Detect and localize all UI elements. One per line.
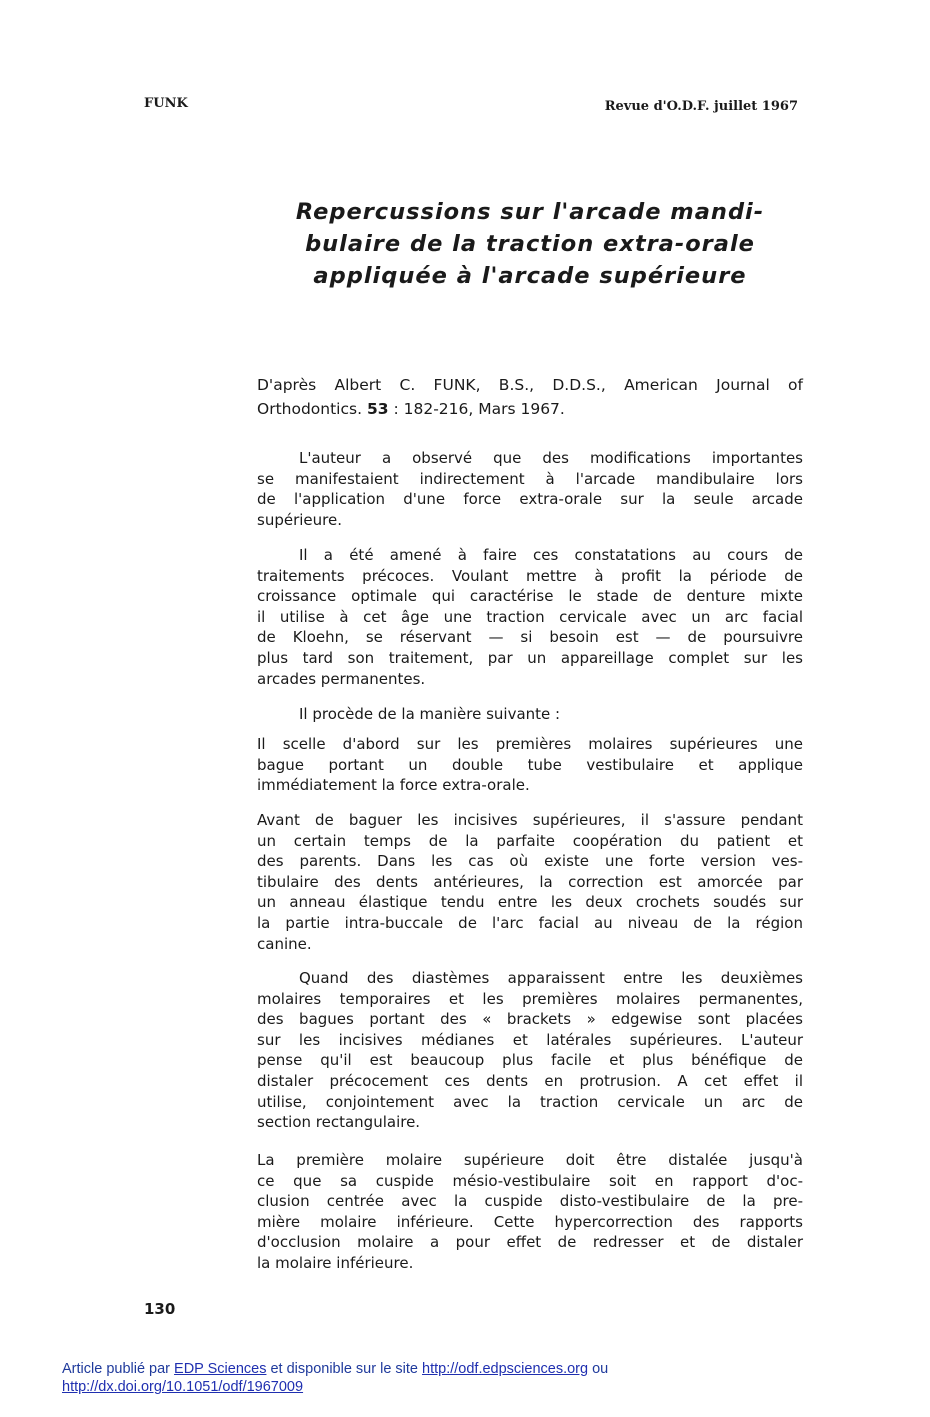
footer-text: ou [588, 1361, 609, 1377]
title-line: Repercussions sur l'arcade mandi- [295, 199, 765, 225]
paragraph-line: utilise, conjointement avec la traction cervicale un arc de [257, 1092, 803, 1111]
paragraph-line: des bagues portant des « brackets » edgewise sont placées [257, 1010, 803, 1029]
paragraph-line: bague portant un double tube vestibulaire et applique [257, 755, 803, 774]
paragraph-line: distaler précocement ces dents en protrusion. A cet effet il [257, 1071, 803, 1090]
paragraph-line: Quand des diastèmes apparaissent entre les deuxièmes [299, 969, 803, 987]
paragraph [257, 704, 803, 725]
paragraph-line: supérieure. [257, 510, 342, 529]
footer-line [62, 1378, 922, 1396]
reference-line [257, 397, 803, 421]
paragraph-line: des parents. Dans les cas où existe une forte version ves- [257, 852, 803, 871]
paragraph [257, 448, 803, 530]
paragraph-line: un anneau élastique tendu entre les deux crochets soudés sur [257, 893, 803, 912]
paragraph-line: Il a été amené à faire ces constatations au cours de [299, 546, 803, 564]
edp-sciences-link[interactable]: EDP Sciences [174, 1361, 267, 1377]
footer-text: Article publié par [62, 1361, 175, 1377]
running-header-author: FUNK [144, 96, 188, 111]
publisher-footer [62, 1360, 922, 1396]
paragraph-line: La première molaire supérieure doit être distalée jusqu'à [257, 1151, 803, 1169]
paragraph-line: la molaire inférieure. [257, 1253, 414, 1272]
doi-link[interactable]: http://dx.doi.org/10.1051/odf/1967009 [62, 1379, 304, 1395]
paragraph-line: molaires temporaires et les premières molaires permanentes, [257, 989, 803, 1008]
paragraph-line: se manifestaient indirectement à l'arcade mandibulaire lors [257, 469, 803, 488]
reference-volume: 53 [366, 400, 389, 418]
reference-line: D'après Albert C. FUNK, B.S., D.D.S., American Journal of [257, 376, 803, 394]
paragraph-line: mière molaire inférieure. Cette hypercorrection des rapports [257, 1212, 803, 1231]
page-number: 130 [144, 1300, 176, 1318]
paragraph-line: Il scelle d'abord sur les premières molaires supérieures une [257, 735, 803, 753]
running-header-journal: Revue d'O.D.F. juillet 1967 [604, 99, 798, 114]
paragraph-line: immédiatement la force extra-orale. [257, 776, 530, 795]
paragraph [257, 545, 803, 689]
paragraph-line: section rectangulaire. [257, 1113, 421, 1132]
paragraph-line: croissance optimale qui caractérise le stade de denture mixte [257, 587, 803, 606]
title-line: bulaire de la traction extra-orale [305, 231, 755, 257]
article-title [240, 196, 820, 292]
paragraph-line: Il procède de la manière suivante : [299, 705, 561, 723]
paragraph-line: tibulaire des dents antérieures, la correction est amorcée par [257, 872, 803, 891]
paragraph-line: il utilise à cet âge une traction cervicale avec un arc facial [257, 607, 803, 626]
paragraph-line: Avant de baguer les incisives supérieures, il s'assure pendant [257, 811, 803, 829]
paragraph-line: la partie intra-buccale de l'arc facial au niveau de la région [257, 913, 803, 932]
paragraph-line: clusion centrée avec la cuspide disto-vestibulaire de la pre- [257, 1192, 803, 1211]
paragraph [257, 734, 803, 796]
footer-text: et disponible sur le site [266, 1361, 423, 1377]
footer-line [62, 1360, 922, 1378]
paragraph-line: L'auteur a observé que des modifications importantes [299, 449, 803, 467]
paragraph-line: arcades permanentes. [257, 669, 426, 688]
reference-journal: Orthodontics. [257, 400, 367, 418]
reference-pages: : 182-216, Mars 1967. [388, 400, 565, 418]
paragraph-line: plus tard son traitement, par un appareillage complet sur les [257, 648, 803, 667]
paragraph [257, 968, 803, 1133]
paragraph-line: de Kloehn, se réservant — si besoin est — de poursuivre [257, 628, 803, 647]
title-line: appliquée à l'arcade supérieure [313, 263, 747, 289]
paragraph-line: un certain temps de la parfaite coopération du patient et [257, 831, 803, 850]
paragraph [257, 810, 803, 954]
paragraph-line: traitements précoces. Voulant mettre à profit la période de [257, 566, 803, 585]
journal-site-link[interactable]: http://odf.edpsciences.org [422, 1361, 589, 1377]
paragraph-line: d'occlusion molaire a pour effet de redresser et de distaler [257, 1233, 803, 1252]
paragraph-line: ce que sa cuspide mésio-vestibulaire soit en rapport d'oc- [257, 1171, 803, 1190]
bibliographic-reference [257, 373, 803, 421]
paragraph-line: canine. [257, 934, 312, 953]
paragraph [257, 1150, 803, 1274]
paragraph-line: pense qu'il est beaucoup plus facile et plus bénéfique de [257, 1051, 803, 1070]
paragraph-line: sur les incisives médianes et latérales supérieures. L'auteur [257, 1030, 803, 1049]
paragraph-line: de l'application d'une force extra-orale sur la seule arcade [257, 490, 803, 509]
